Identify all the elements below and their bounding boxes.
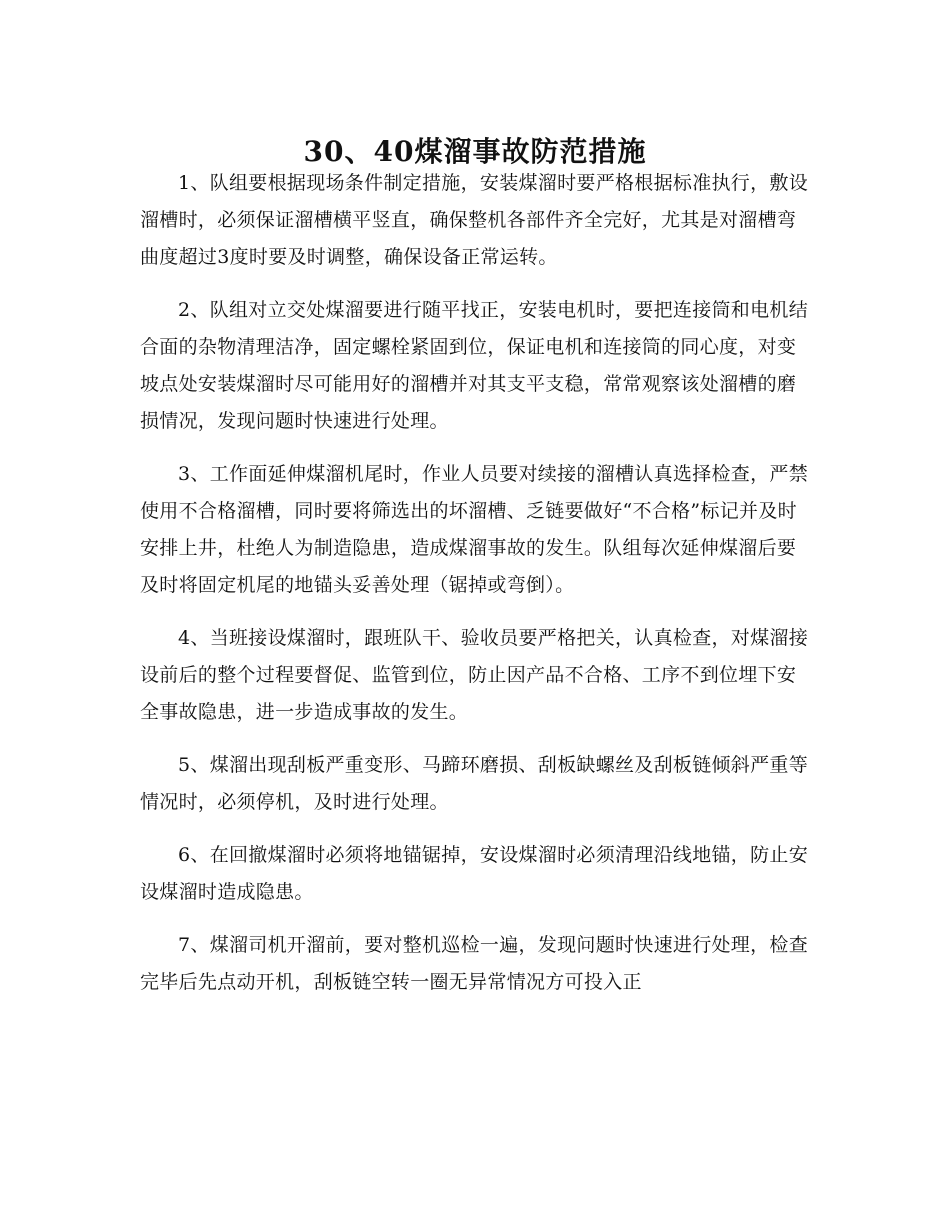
paragraph-4: 4、当班接设煤溜时，跟班队干、验收员要严格把关，认真检查，对煤溜接设前后的整个过程要督促、监管到位，防止因产品不合格、工序不到位埋下安全事故隐患，进一步造成事故的发生。: [140, 627, 808, 723]
paragraph-2: 2、队组对立交处煤溜要进行随平找正，安装电机时，要把连接筒和电机结合面的杂物清理洁净，固定螺栓紧固到位，保证电机和连接筒的同心度，对变坡点处安装煤溜时尽可能用好的溜槽并对其支平支稳，常常观察该处溜槽的磨损情况，发现问题时快速进行处理。: [140, 299, 808, 432]
paragraph-6: 6、在回撤煤溜时必须将地锚锯掉，安设煤溜时必须清理沿线地锚，防止安设煤溜时造成隐患。: [140, 844, 808, 903]
paragraph-7: 7、煤溜司机开溜前，要对整机巡检一遍，发现问题时快速进行处理，检查完毕后先点动开机，刮板链空转一圈无异常情况方可投入正: [140, 934, 808, 993]
paragraph-3: 3、工作面延伸煤溜机尾时，作业人员要对续接的溜槽认真选择检查，严禁使用不合格溜槽，同时要将筛选出的坏溜槽、乏链要做好“不合格”标记并及时安排上井，杜绝人为制造隐患，造成煤溜事故的发生。队组每次延伸煤溜后要及时将固定机尾的地锚头妥善处理（锯掉或弯倒）。: [140, 463, 808, 596]
paragraph-1: 1、队组要根据现场条件制定措施，安装煤溜时要严格根据标准执行，敷设溜槽时，必须保证溜槽横平竖直，确保整机各部件齐全完好，尤其是对溜槽弯曲度超过3度时要及时调整，确保设备正常运转。: [140, 172, 808, 268]
document-body: [140, 165, 810, 1017]
document-title: 30、40煤溜事故防范措施: [303, 134, 647, 168]
paragraph-5: 5、煤溜出现刮板严重变形、马蹄环磨损、刮板缺螺丝及刮板链倾斜严重等情况时，必须停机，及时进行处理。: [140, 754, 808, 813]
